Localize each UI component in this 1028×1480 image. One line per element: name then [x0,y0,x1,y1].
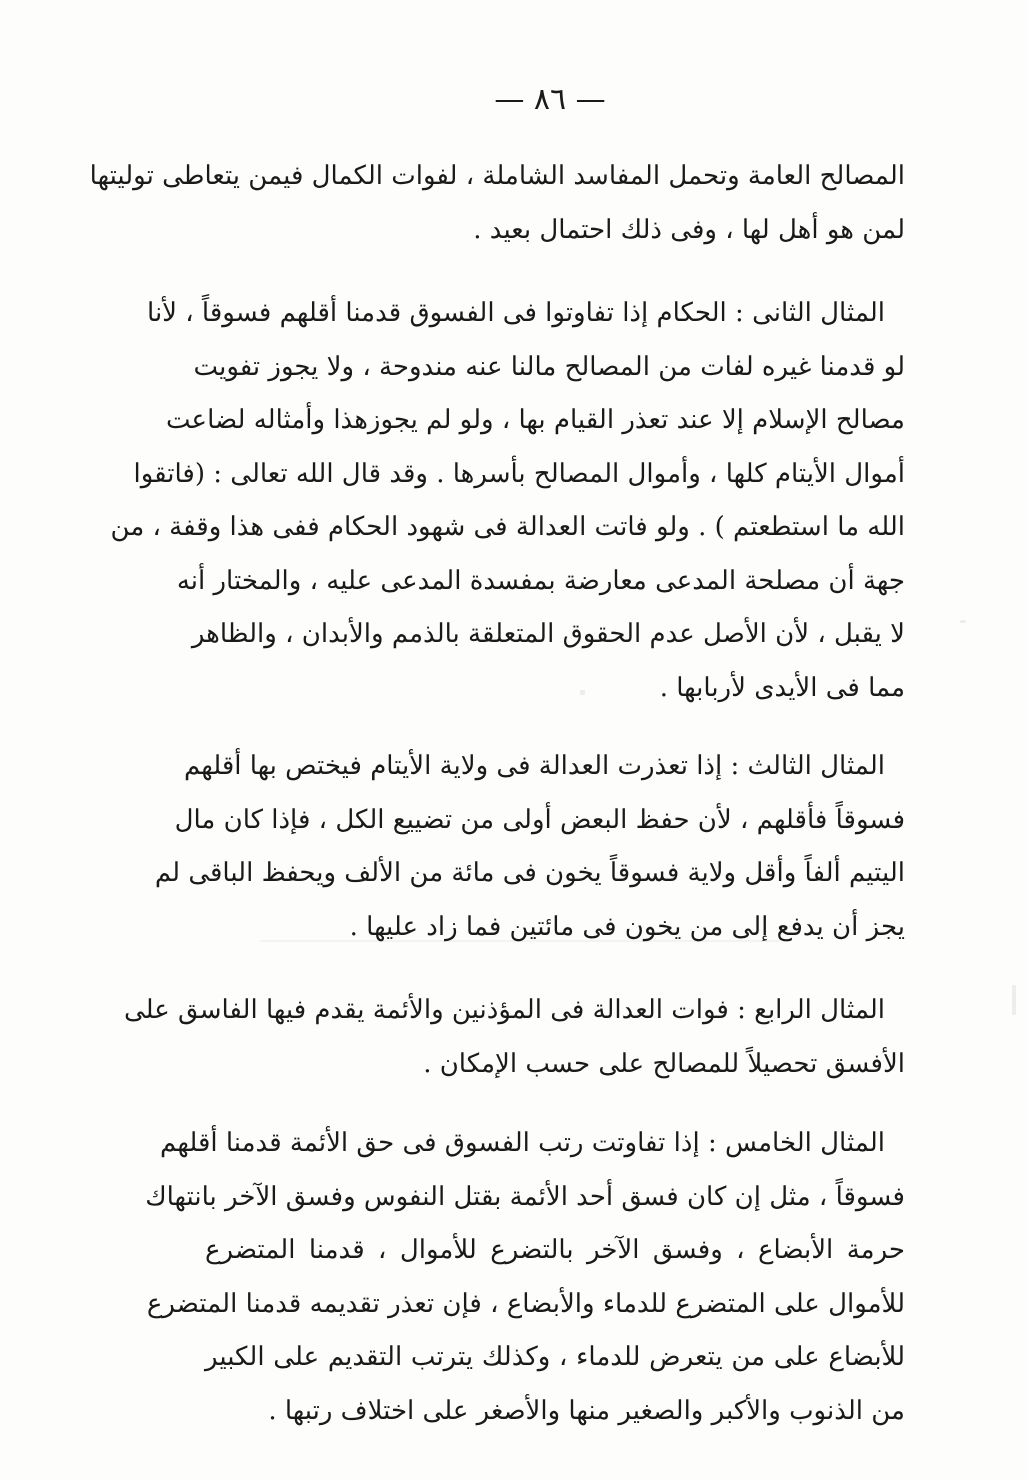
text-line: المثال الثانى : الحكام إذا تفاوتوا فى الفسوق قدمنا أقلهم فسوقاً ، لأنا [147,298,885,328]
text-line: المثال الرابع : فوات العدالة فى المؤذنين والأئمة يقدم فيها الفاسق على [123,995,885,1025]
text-line: فسوقاً فأقلهم ، لأن حفظ البعض أولى من تضييع الكل ، فإذا كان مال [174,804,905,835]
paragraph-5 [145,1117,905,1438]
text-line: اليتيم ألفاً وأقل ولاية فسوقاً يخون فى مائة من الألف ويحفظ الباقى لم [154,858,905,888]
scan-speck [960,620,966,623]
text-line: أموال الأيتام كلها ، وأموال المصالح بأسرها . وقد قال الله تعالى : (فاتقوا [133,458,905,489]
text-line: حرمة الأبضاع ، وفسق الآخر بالتضرع للأموال ، قدمنا المتضرع [205,1235,905,1265]
paragraph-1 [89,150,905,257]
text-line: فسوقاً ، مثل إن كان فسق أحد الأئمة بقتل النفوس وفسق الآخر بانتهاك [145,1181,905,1212]
text-line: مما فى الأيدى لأربابها . [659,672,905,703]
paragraph-4 [123,984,905,1091]
text-line: يجز أن يدفع إلى من يخون فى مائتين فما زاد عليها . [349,911,905,942]
text-line: المصالح العامة وتحمل المفاسد الشاملة ، لفوات الكمال فيمن يتعاطى توليتها [89,161,905,191]
text-line: الأفسق تحصيلاً للمصالح على حسب الإمكان . [423,1048,905,1079]
text-line: من الذنوب والأكبر والصغير منها والأصغر على اختلاف رتبها . [268,1395,905,1426]
scan-speck [1012,985,1016,1015]
text-line: المثال الخامس : إذا تفاوتت رتب الفسوق فى حق الأئمة قدمنا أقلهم [160,1128,885,1158]
text-line: الله ما استطعتم ) . ولو فاتت العدالة فى شهود الحكام ففى هذا وقفة ، من [110,512,905,542]
text-line: للأموال على المتضرع للدماء والأبضاع ، فإن تعذر تقديمه قدمنا المتضرع [146,1288,905,1319]
text-line: لا يقبل ، لأن الأصل عدم الحقوق المتعلقة بالذمم والأبدان ، والظاهر [191,619,905,649]
text-line: للأبضاع على من يتعرض للدماء ، وكذلك يترتب التقديم على الكبير [205,1342,905,1372]
text-line: المثال الثالث : إذا تعذرت العدالة فى ولاية الأيتام فيختص بها أقلهم [183,751,885,781]
text-line: لمن هو أهل لها ، وفى ذلك احتمال بعيد . [473,214,905,245]
paragraph-2 [110,287,905,715]
body-text [89,150,905,1438]
text-line: لو قدمنا غيره لفات من المصالح مالنا عنه مندوحة ، ولا يجوز تفويت [193,351,905,382]
text-line: جهة أن مصلحة المدعى معارضة بمفسدة المدعى عليه ، والمختار أنه [176,565,905,596]
text-line: مصالح الإسلام إلا عند تعذر القيام بها ، ولو لم يجوزهذا وأمثاله لضاعت [166,405,905,435]
paragraph-3 [154,740,905,954]
page-number: — ٨٦ — [494,82,606,117]
